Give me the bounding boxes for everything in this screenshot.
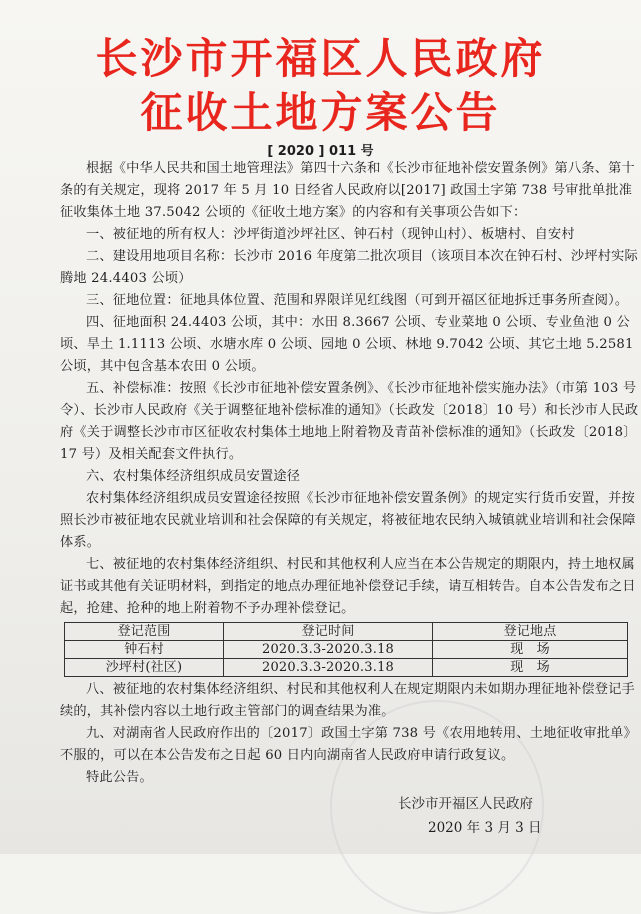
table-row <box>65 641 628 659</box>
paragraph-registration: 七、被征地的农村集体经济组织、村民和其他权利人应当在本公告规定的期限内，持土地权属证书或其他有关证明材料，到指定的地点办理征地补偿登记手续，请互相转告。自本公告发布之日起，抢建、抢种的地上附着物不予办理补偿登记。 <box>60 557 636 616</box>
closing-phrase: 特此公告。 <box>86 770 153 785</box>
paragraph-appeal: 九、对湖南省人民政府作出的〔2017〕政国土字第 738 号《农用地转用、土地征收审批单》不服的，可以在本公告发布之日起 60 日内向湖南省人民政府申请行政复议。 <box>60 726 637 763</box>
registration-table <box>64 622 628 677</box>
paragraph-resettlement: 农村集体经济组织成员安置途径按照《长沙市征地补偿安置条例》的规定实行货币安置，并按照长沙市被征地农民就业培训和社会保障的有关规定，将被征地农民纳入城镇就业培训和社会保障体系。 <box>60 491 636 550</box>
table-row <box>65 659 628 677</box>
notice-title-line2: 征收土地方案公告 <box>140 88 501 137</box>
signature-date: 2020 年 3 月 3 日 <box>428 820 542 836</box>
signature-org: 长沙市开福区人民政府 <box>398 796 533 812</box>
table-cell: 2020.3.3-2020.3.18 <box>224 641 433 659</box>
paragraph-compensation: 五、补偿标准：按照《长沙市征地补偿安置条例》、《长沙市征地补偿实施办法》（市第 103 号令）、长沙市人民政府《关于调整征地补偿标准的通知》（长政发〔2018〕10 号）和长沙市人民政府《关于调整长沙市市区征收农村集体土地地上附着物及青苗补偿标准的通知》（长政发〔2018〕17 号）及相关配套文件执行。 <box>60 381 639 462</box>
notice-title-line1: 长沙市开福区人民政府 <box>95 34 546 83</box>
document-number: [ 2020 ] 011 号 <box>267 144 374 159</box>
table-cell: 沙坪村(社区) <box>65 659 224 677</box>
paragraph-late-registration: 八、被征地的农村集体经济组织、村民和其他权利人在规定期限内未如期办理征地补偿登记手续的，其补偿内容以土地行政主管部门的调查结果为准。 <box>60 682 635 719</box>
table-header-cell: 登记范围 <box>65 623 224 641</box>
intro-paragraph: 根据《中华人民共和国土地管理法》第四十六条和《长沙市征地补偿安置条例》第八条、第十条的有关规定，现将 2017 年 5 月 10 日经省人民政府以[2017] 政国土字第 738 号审批单批准征收集体土地 37.5042 公顷的《征收土地方案》的内容和有关事项公告如下： <box>60 161 635 220</box>
table-cell: 现 场 <box>433 641 628 659</box>
table-header-row <box>65 623 628 641</box>
table-cell: 现 场 <box>433 659 628 677</box>
paragraph-area: 四、征地面积 24.4403 公顷，其中：水田 8.3667 公顷、专业菜地 0 公顷、专业鱼池 0 公顷、旱土 1.1113 公顷、水塘水库 0 公顷、园地 0 公顷、林地 9.7042 公顷、其它土地 5.2581 公顷，其中包含基本农田 0 公顷。 <box>60 315 634 374</box>
paragraph-resettlement-heading: 六、农村集体经济组织成员安置途径 <box>86 469 301 484</box>
paragraph-location: 三、征地位置：征地具体位置、范围和界限详见红线图（可到开福区征地拆迁事务所查阅）。 <box>86 293 629 308</box>
table-cell: 钟石村 <box>65 641 224 659</box>
notice-body <box>60 158 640 789</box>
signature-block <box>398 792 542 840</box>
paragraph-owners: 一、被征地的所有权人：沙坪街道沙坪社区、钟石村（现钟山村）、板塘村、自安村 <box>86 227 575 242</box>
table-header-cell: 登记时间 <box>224 623 433 641</box>
table-cell: 2020.3.3-2020.3.18 <box>224 659 433 677</box>
paragraph-project-name: 二、建设用地项目名称：长沙市 2016 年度第二批次项目（该项目本次在钟石村、沙坪村实际腾地 24.4403 公顷） <box>60 249 638 286</box>
table-header-cell: 登记地点 <box>433 623 628 641</box>
